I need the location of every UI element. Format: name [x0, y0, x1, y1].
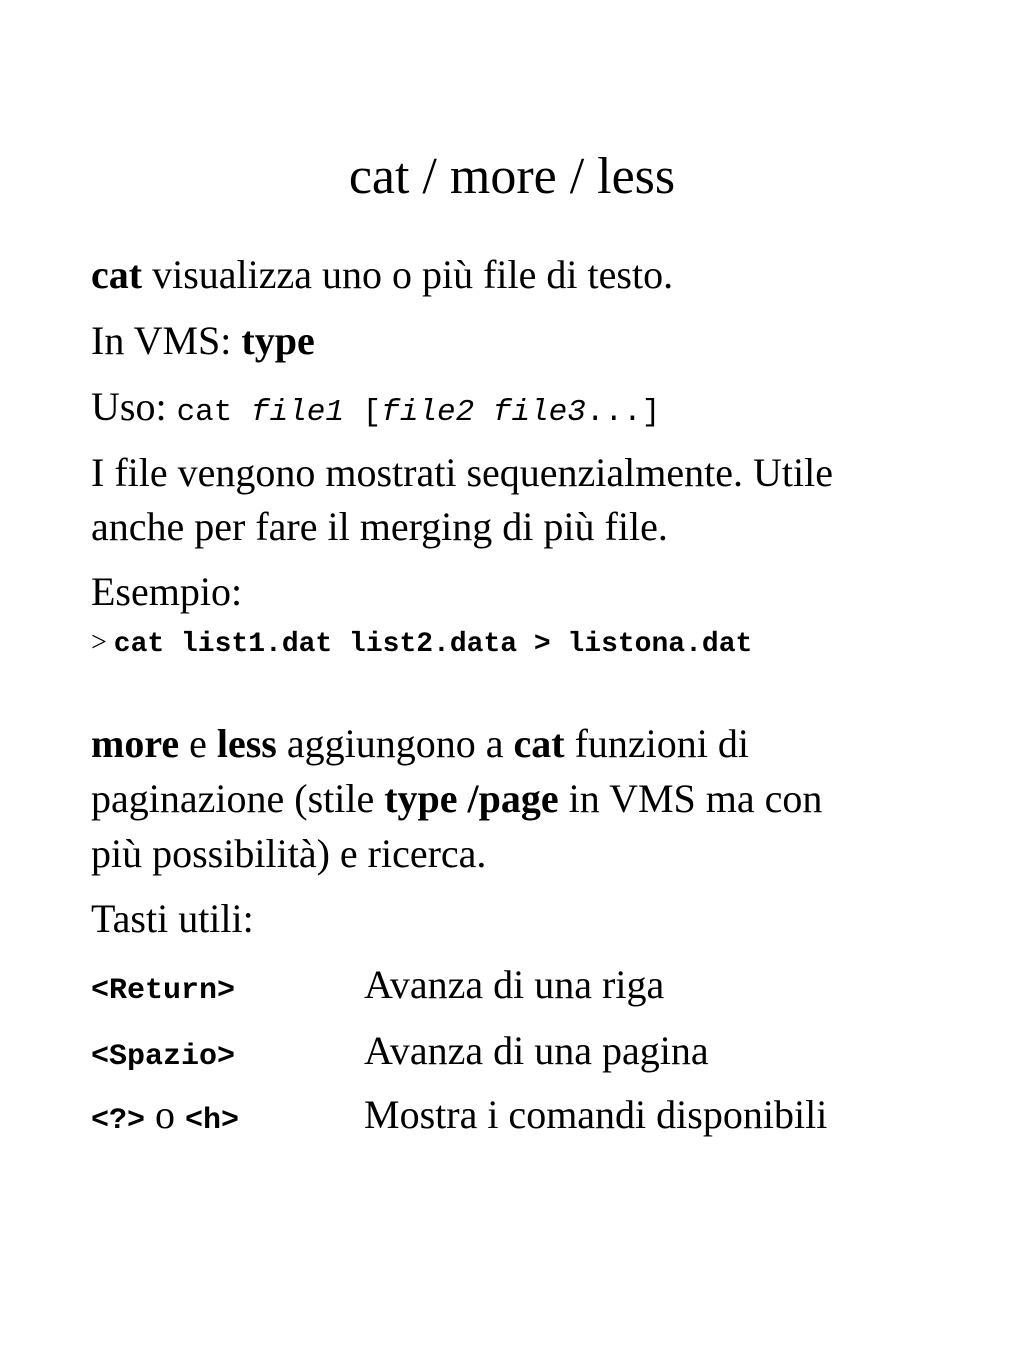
usage-arg-file1: file1 — [251, 395, 345, 430]
usage-line — [91, 380, 660, 440]
more-less-line-2 — [91, 772, 822, 826]
type-keyword: type — [241, 318, 315, 363]
usage-ellipsis: ... — [585, 395, 642, 430]
more-less-mid-text: aggiungono a — [276, 721, 514, 766]
key-spazio — [91, 1024, 235, 1084]
key-question-label: <?> — [91, 1104, 146, 1138]
cat-keyword: cat — [91, 252, 143, 297]
vms-prefix: In VMS: — [91, 318, 242, 363]
page-title: cat / more / less — [348, 148, 676, 205]
paginazione-text: paginazione (stile — [91, 776, 385, 821]
key-spazio-desc: Avanza di una pagina — [364, 1028, 709, 1073]
key-help-desc: Mostra i comandi disponibili — [364, 1092, 828, 1137]
cat-paragraph-line-1: I file vengono mostrati sequenzialmente. Utile — [91, 450, 833, 495]
key-h-label: <h> — [185, 1104, 240, 1138]
key-help-separator: o — [145, 1092, 186, 1137]
usage-arg-file2: file2 — [381, 395, 475, 430]
cat-paragraph-line-2: anche per fare il merging di più file. — [91, 504, 668, 549]
example-command: cat list1.dat list2.data > listona.dat — [113, 629, 753, 660]
example-label: Esempio: — [91, 569, 243, 614]
key-return — [91, 958, 235, 1018]
keys-label: Tasti utili: — [91, 896, 254, 941]
usage-bracket-open: [ — [362, 395, 382, 430]
usage-bracket-close: ] — [641, 395, 661, 430]
cat-keyword-ref: cat — [513, 721, 565, 766]
less-keyword: less — [216, 721, 277, 766]
cat-description — [91, 248, 673, 302]
key-return-label: <Return> — [91, 974, 236, 1008]
key-spazio-label: <Spazio> — [91, 1040, 236, 1074]
more-less-line-1 — [91, 717, 749, 771]
vms-text: in VMS ma con — [558, 776, 823, 821]
usage-prefix: Uso: — [91, 384, 177, 429]
cat-description-text: visualizza uno o più file di testo. — [142, 252, 674, 297]
more-keyword: more — [91, 721, 180, 766]
key-return-desc: Avanza di una riga — [364, 962, 665, 1007]
shell-prompt: > — [91, 627, 107, 658]
conjunction-text: e — [179, 721, 217, 766]
type-page-keyword: type /page — [384, 776, 559, 821]
key-help — [91, 1088, 239, 1148]
example-command-line — [91, 624, 752, 664]
usage-arg-file3: file3 — [492, 395, 586, 430]
more-less-end-text: funzioni di — [564, 721, 749, 766]
more-less-line-3: più possibilità) e ricerca. — [91, 831, 487, 876]
vms-equivalent — [91, 314, 315, 368]
usage-command: cat — [176, 395, 233, 430]
